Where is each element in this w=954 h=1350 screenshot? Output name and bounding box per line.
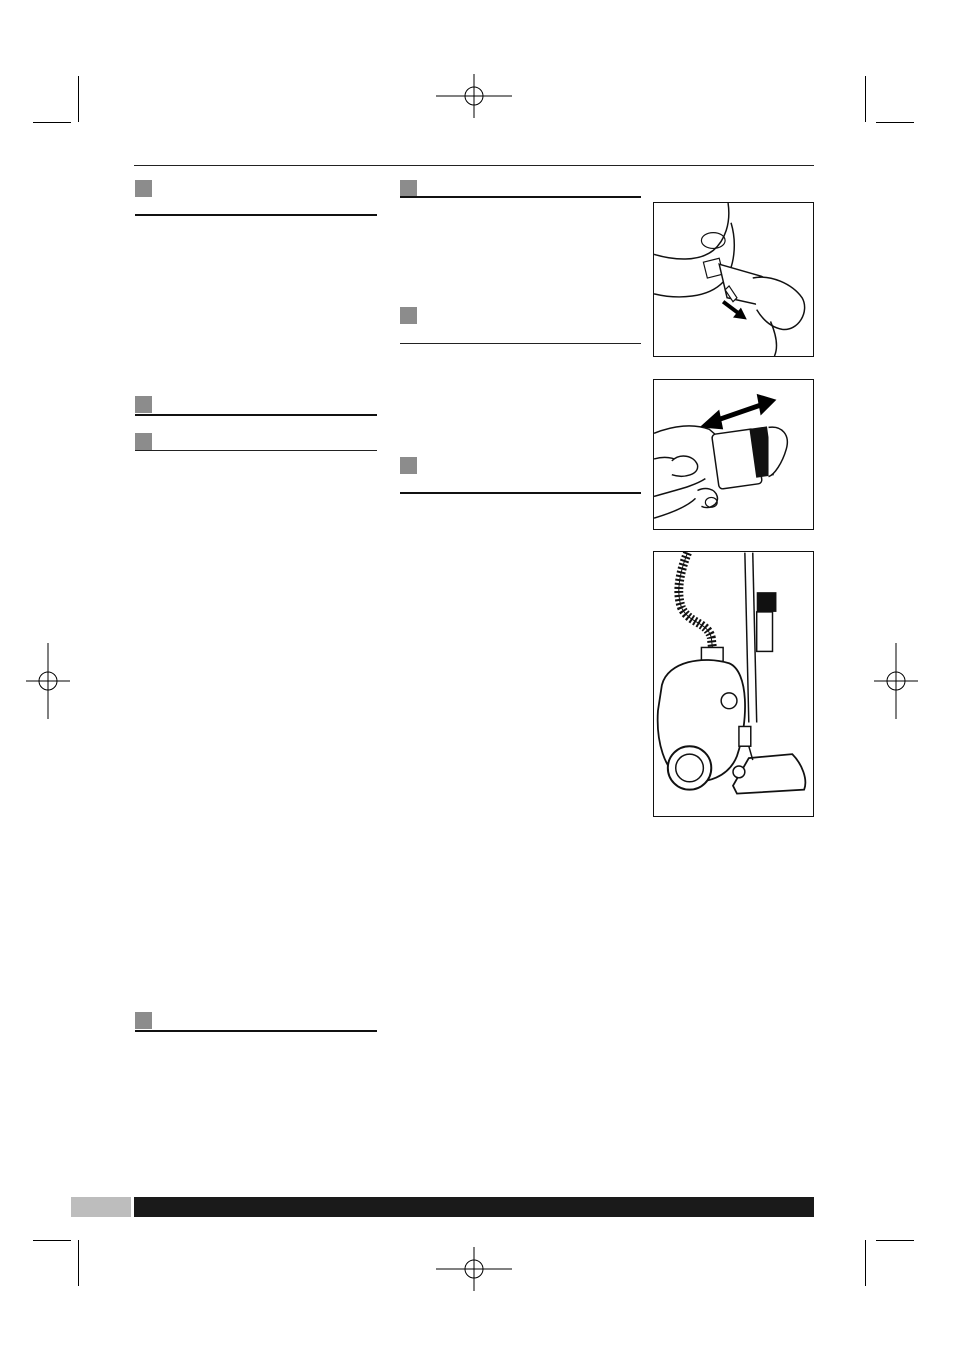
figure-brush-nozzle — [653, 379, 814, 530]
crop-mark-bottom-right-h — [876, 1240, 914, 1241]
crop-mark-top-right-h — [876, 122, 914, 123]
arrow-down-right-icon — [723, 302, 747, 320]
section-rule — [400, 492, 641, 494]
crop-mark-bottom-left-h — [33, 1240, 71, 1241]
section-marker — [135, 396, 152, 413]
registration-target-bottom-icon — [436, 1247, 512, 1291]
section-marker — [135, 1012, 152, 1029]
footer-page-tab — [71, 1197, 131, 1217]
section-marker — [400, 307, 417, 324]
filter-removal-illustration — [654, 203, 813, 356]
section-rule — [135, 214, 377, 216]
section-rule — [400, 343, 641, 344]
brush-nozzle-illustration — [654, 380, 813, 529]
vacuum-cleaner-icon — [654, 552, 813, 816]
section-rule — [135, 1030, 377, 1032]
crop-mark-top-left-v — [78, 76, 79, 122]
section-rule — [135, 414, 377, 416]
crop-mark-bottom-right-v — [865, 1240, 866, 1286]
section-marker — [400, 457, 417, 474]
double-arrow-icon — [699, 394, 776, 430]
figure-vacuum-storage — [653, 551, 814, 817]
figure-filter-removal — [653, 202, 814, 357]
crop-mark-top-right-v — [865, 76, 866, 122]
header-rule — [134, 165, 814, 166]
crop-mark-top-left-h — [33, 122, 71, 123]
footer-bar — [134, 1197, 814, 1217]
section-marker — [135, 180, 152, 197]
section-rule — [400, 196, 641, 198]
section-marker — [135, 433, 152, 450]
crop-mark-bottom-left-v — [78, 1240, 79, 1286]
section-marker — [400, 180, 417, 197]
registration-target-left-icon — [26, 643, 70, 719]
section-rule — [135, 450, 377, 451]
registration-target-top-icon — [436, 74, 512, 118]
registration-target-right-icon — [874, 643, 918, 719]
